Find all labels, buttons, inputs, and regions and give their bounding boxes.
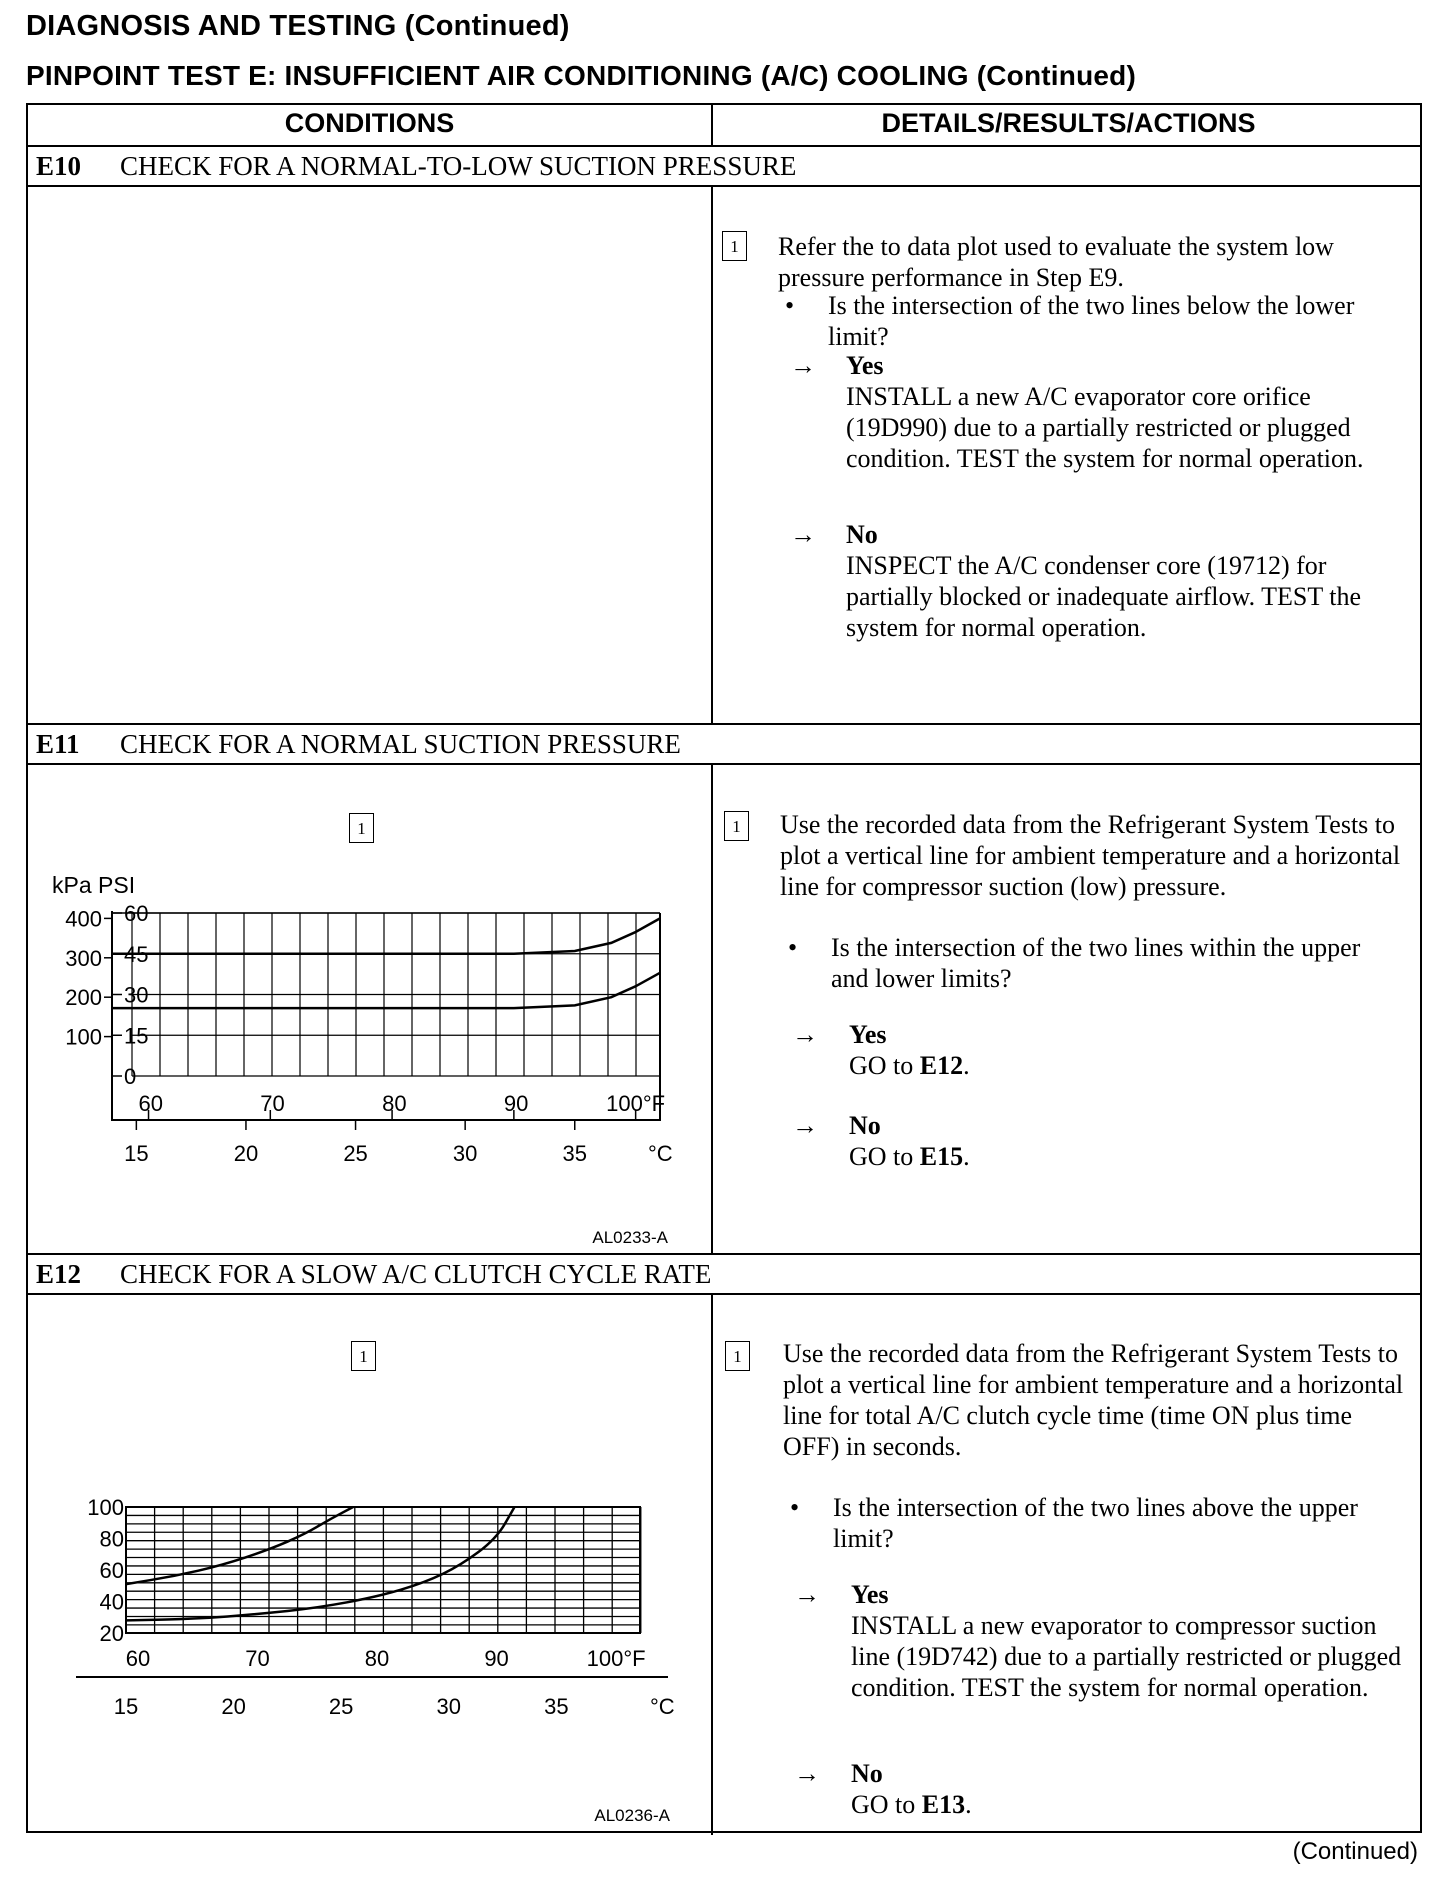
x-tick-label-f: 60 (138, 1091, 164, 1116)
bullet-icon: • (788, 933, 798, 962)
e11-yes: Yes GO to E12. (849, 1020, 970, 1080)
section-e10-title: E10 CHECK FOR A NORMAL-TO-LOW SUCTION PRESSURE (36, 151, 797, 181)
page-subheader: PINPOINT TEST E: INSUFFICIENT AIR CONDITIONING (A/C) COOLING (Continued) (26, 60, 1136, 91)
figure-id: AL0233-A (592, 1228, 668, 1247)
x-tick-label-f: 90 (503, 1091, 529, 1116)
page-header: DIAGNOSIS AND TESTING (Continued) (26, 10, 570, 42)
y-tick-label: 60 (99, 1558, 124, 1583)
x-unit-label-c: °C (650, 1694, 675, 1719)
x-tick-label-c: 30 (452, 1141, 478, 1166)
x-tick-label-c: 15 (113, 1694, 139, 1719)
e11-suction-pressure-chart (28, 765, 708, 1251)
x-tick-label-f: 70 (245, 1646, 270, 1671)
e12-instruction: Use the recorded data from the Refrigerant System Tests to plot a vertical line for ambient temperature and a horizontal line for total A/C clutch cycle time (time ON plus time OFF) in seconds. (783, 1339, 1404, 1461)
x-tick-label-c: 25 (328, 1694, 354, 1719)
step-box: 1 (722, 231, 747, 261)
x-tick-label-f: 70 (260, 1091, 285, 1116)
y-tick-label-kpa: 100 (65, 1024, 102, 1050)
arrow-icon: → (794, 1580, 820, 1609)
x-unit-label-c: °C (648, 1141, 673, 1166)
x-tick-label-f: 80 (364, 1646, 390, 1671)
series-line (112, 973, 660, 1008)
x-tick-label-f: 100°F (586, 1646, 646, 1671)
e11-question: Is the intersection of the two lines within the upper and lower limits? (831, 933, 1361, 993)
x-tick-label-f: 80 (382, 1091, 407, 1116)
y-tick-label: 80 (99, 1526, 124, 1552)
y-tick-label: 100 (87, 1495, 124, 1520)
series-line (126, 1507, 353, 1584)
y-tick-label: 20 (99, 1621, 124, 1646)
x-tick-label-c: 20 (233, 1141, 259, 1166)
y-tick-label-kpa: 400 (65, 906, 102, 932)
step-box: 1 (724, 811, 749, 841)
x-tick-label-c: 35 (562, 1141, 587, 1166)
figure-id: AL0236-A (594, 1806, 670, 1825)
pinpoint-table (26, 103, 1422, 1833)
continued-label: (Continued) (1292, 1838, 1418, 1865)
step-box: 1 (725, 1341, 750, 1371)
e10-instruction: Refer the to data plot used to evaluate the system low pressure performance in Step E9. (778, 232, 1334, 292)
x-tick-label-c: 25 (343, 1141, 368, 1166)
x-tick-label-c: 20 (221, 1694, 246, 1719)
arrow-icon: → (792, 1111, 818, 1140)
x-tick-label-c: 35 (544, 1694, 569, 1719)
figure-step-box: 1 (349, 813, 374, 843)
x-tick-label-c: 15 (124, 1141, 149, 1166)
y-tick-label-psi: 15 (124, 1023, 149, 1049)
figure-step-box: 1 (351, 1341, 376, 1371)
x-tick-label-c: 30 (436, 1694, 461, 1719)
e12-yes: Yes INSTALL a new evaporator to compressor suction line (19D742) due to a partially restricted or plugged condition. TEST the system for normal operation. (851, 1580, 1402, 1702)
y-tick-label-psi: 60 (124, 901, 149, 926)
y-tick-label-kpa: 200 (65, 985, 102, 1011)
e11-no: No GO to E15. (849, 1111, 970, 1171)
arrow-icon: → (792, 1020, 818, 1049)
y-tick-label: 40 (99, 1589, 124, 1615)
y-tick-label-psi: 0 (124, 1064, 137, 1089)
arrow-icon: → (790, 520, 816, 549)
y-axis-label: kPa PSI (52, 872, 136, 898)
series-line (112, 918, 660, 953)
e10-no: No INSPECT the A/C condenser core (19712) for partially blocked or inadequate airflow. TEST the system for normal operation. (846, 520, 1362, 642)
e11-instruction: Use the recorded data from the Refrigerant System Tests to plot a vertical line for ambient temperature and a horizontal line for compressor suction (low) pressure. (780, 810, 1401, 901)
x-tick-label-f: 60 (125, 1646, 151, 1671)
y-tick-label-kpa: 300 (65, 945, 102, 971)
y-tick-label-psi: 30 (124, 982, 149, 1008)
y-tick-label-psi: 45 (124, 941, 149, 967)
arrow-icon: → (794, 1759, 820, 1788)
col-header-details: DETAILS/RESULTS/ACTIONS (881, 108, 1256, 138)
e12-no: No GO to E13. (851, 1759, 972, 1819)
x-tick-label-f: 100°F (606, 1091, 666, 1116)
section-e12-title: E12 CHECK FOR A SLOW A/C CLUTCH CYCLE RATE (36, 1259, 712, 1289)
section-e11-title: E11 CHECK FOR A NORMAL SUCTION PRESSURE (36, 729, 681, 759)
e12-clutch-cycle-chart (28, 1295, 708, 1833)
e10-question: Is the intersection of the two lines below the lower limit? (828, 291, 1355, 351)
arrow-icon: → (790, 351, 816, 380)
bullet-icon: • (790, 1493, 800, 1522)
axis-frame (112, 911, 660, 1120)
e10-yes: Yes INSTALL a new A/C evaporator core orifice (19D990) due to a partially restricted or plugged condition. TEST the system for normal operation. (846, 351, 1364, 473)
bullet-icon: • (785, 291, 795, 320)
col-header-conditions: CONDITIONS (284, 108, 455, 138)
x-tick-label-f: 90 (484, 1646, 509, 1671)
e12-question: Is the intersection of the two lines above the upper limit? (833, 1493, 1358, 1553)
